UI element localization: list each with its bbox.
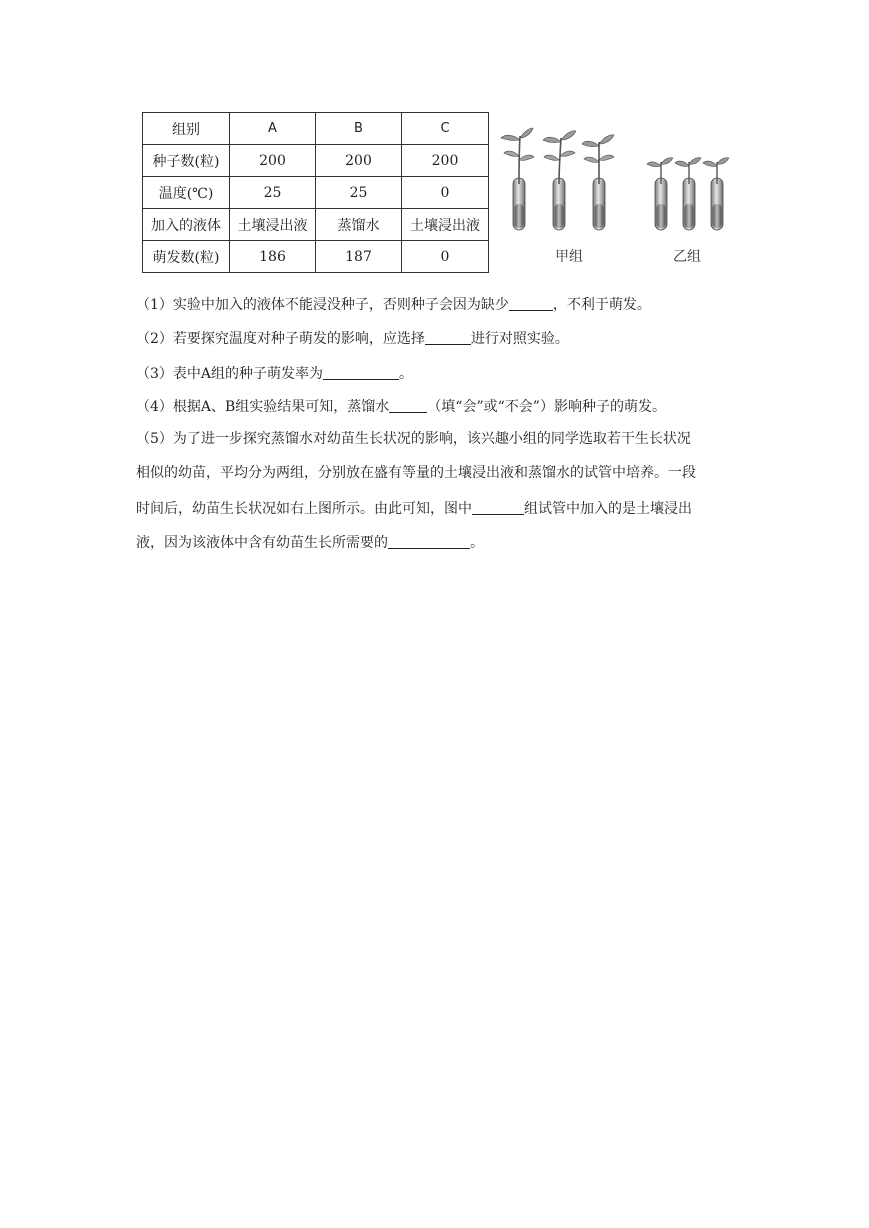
- question-text: 。: [399, 366, 414, 382]
- answer-blank[interactable]: [388, 534, 470, 549]
- table-cell: 200: [230, 145, 316, 177]
- table-cell: 土壤浸出液: [230, 209, 316, 241]
- question-line: （5）为了进一步探究蒸馏水对幼苗生长状况的影响，该兴趣小组的同学选取若干生长状况: [136, 431, 691, 447]
- question-2: [136, 330, 756, 346]
- group-2-label: 乙组: [673, 249, 701, 265]
- table-cell: 组别: [143, 113, 230, 145]
- question-text: 组试管中加入的是土壤浸出: [524, 501, 692, 517]
- answer-blank[interactable]: [323, 365, 399, 380]
- question-text: ，不利于萌发。: [552, 297, 651, 313]
- question-line: [136, 534, 756, 568]
- question-5: [136, 432, 756, 568]
- question-4: [136, 398, 756, 414]
- experiment-table-container: [142, 112, 489, 273]
- table-row-germinated: [143, 241, 489, 273]
- table-cell: 萌发数(粒): [143, 241, 230, 273]
- table-row-group: [143, 113, 489, 145]
- table-row-temperature: [143, 177, 489, 209]
- question-text: （4）根据A、B组实验结果可知，蒸馏水: [136, 399, 390, 415]
- question-3: [136, 365, 756, 381]
- table-cell: 温度(℃): [143, 177, 230, 209]
- table-cell: 200: [316, 145, 402, 177]
- table-cell: 土壤浸出液: [402, 209, 489, 241]
- question-text: （2）若要探究温度对种子萌发的影响，应选择: [136, 331, 425, 347]
- table-cell: A: [230, 113, 316, 145]
- table-cell: C: [402, 113, 489, 145]
- table-cell: B: [316, 113, 402, 145]
- table-cell: 蒸馏水: [316, 209, 402, 241]
- answer-blank[interactable]: [389, 398, 427, 413]
- table-cell: 186: [230, 241, 316, 273]
- table-cell: 187: [316, 241, 402, 273]
- test-tubes-illustration: [495, 126, 740, 241]
- answer-blank[interactable]: [425, 330, 471, 345]
- table-row-liquid: [143, 209, 489, 241]
- group-1-label: 甲组: [555, 249, 583, 265]
- group-1-tubes: [501, 128, 614, 230]
- table-row-seed-count: [143, 145, 489, 177]
- question-text: （填“会”或“不会”）影响种子的萌发。: [427, 399, 666, 415]
- question-text: （3）表中A组的种子萌发率为: [136, 366, 324, 382]
- answer-blank[interactable]: [472, 500, 524, 515]
- table-cell: 加入的液体: [143, 209, 230, 241]
- answer-blank[interactable]: [509, 296, 553, 311]
- table-cell: 25: [316, 177, 402, 209]
- table-cell: 25: [230, 177, 316, 209]
- question-text: 时间后，幼苗生长状况如右上图所示。由此可知，图中: [136, 501, 472, 517]
- question-line: [136, 500, 756, 534]
- seedling-test-tube-figure: [495, 126, 740, 268]
- experiment-table: [142, 112, 489, 273]
- group-2-tubes: [647, 158, 729, 230]
- question-line: 相似的幼苗，平均分为两组，分别放在盛有等量的土壤浸出液和蒸馏水的试管中培养。一段: [136, 465, 696, 481]
- table-cell: 种子数(粒): [143, 145, 230, 177]
- table-cell: 200: [402, 145, 489, 177]
- question-text: 液，因为该液体中含有幼苗生长所需要的: [136, 535, 388, 551]
- question-text: 。: [470, 535, 484, 551]
- table-cell: 0: [402, 241, 489, 273]
- question-text: 进行对照实验。: [470, 331, 569, 347]
- question-text: （1）实验中加入的液体不能浸没种子，否则种子会因为缺少: [136, 297, 509, 313]
- table-cell: 0: [402, 177, 489, 209]
- question-1: [136, 296, 756, 312]
